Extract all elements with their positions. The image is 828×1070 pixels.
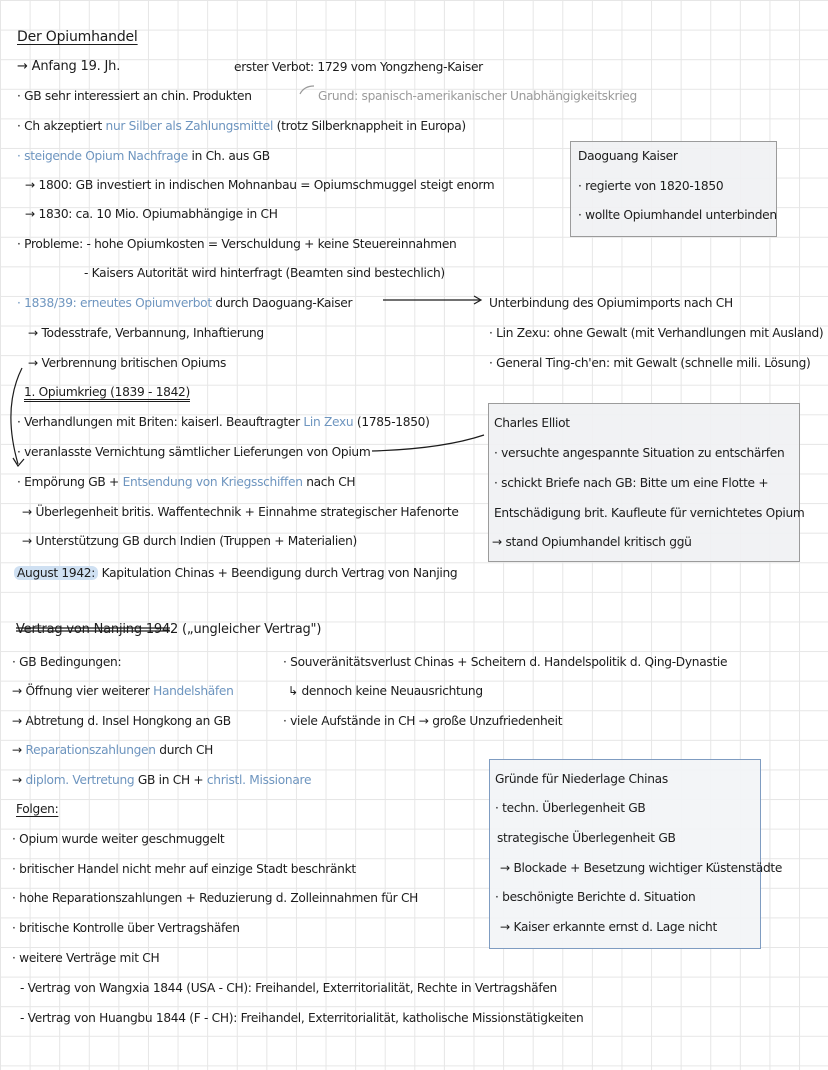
anfang-line: → Anfang 19. Jh. xyxy=(17,59,121,74)
bedingung-4 xyxy=(12,772,311,788)
bedingung-1-pre: → Öffnung vier weiterer xyxy=(12,684,154,698)
vertrag-title-text: Vertrag von Nanjing 1942 xyxy=(16,622,179,637)
elliot-title: Charles Elliot xyxy=(494,416,570,430)
empoerung-line xyxy=(17,474,355,490)
daoguang-title: Daoguang Kaiser xyxy=(578,149,678,163)
todesstrafe-line: → Todesstrafe, Verbannung, Inhaftierung xyxy=(28,326,264,340)
vertrag-subtitle: („ungleicher Vertrag") xyxy=(182,622,322,637)
verbot1838-line xyxy=(17,295,352,311)
gruende-line-1: · techn. Überlegenheit GB xyxy=(495,801,646,815)
daoguang-line-1: · regierte von 1820-1850 xyxy=(578,179,724,193)
verbrennung-line: → Verbrennung britischen Opiums xyxy=(28,356,226,370)
verbot1838-post: durch Daoguang-Kaiser xyxy=(211,296,353,310)
ueberlegenheit-line: → Überlegenheit britis. Waffentechnik + Einnahme strategischer Hafenorte xyxy=(22,505,459,519)
gruende-title: Gründe für Niederlage Chinas xyxy=(495,772,668,786)
bedingung-4-arrow: → xyxy=(12,773,26,787)
verbot1838-blue: · 1838/39: erneutes Opiumverbot xyxy=(17,296,212,310)
aufstaende-line: · viele Aufstände in CH → große Unzufriedenheit xyxy=(283,714,563,728)
folgen-line-6: - Vertrag von Wangxia 1844 (USA - CH): Freihandel, Exterritorialität, Rechte in Vertragshäfen xyxy=(20,981,557,995)
unterbindung-line: Unterbindung des Opiumimports nach CH xyxy=(489,296,733,310)
bedingung-1 xyxy=(12,683,234,699)
august-line xyxy=(14,565,457,581)
bedingung-1-blue: Handelshäfen xyxy=(153,684,234,698)
bedingung-3-arrow: → xyxy=(12,743,26,757)
gruende-line-3: → Blockade + Besetzung wichtiger Küstenstädte xyxy=(500,861,783,875)
vertrag-title xyxy=(16,622,321,638)
folgen-line-4: · britische Kontrolle über Vertragshäfen xyxy=(12,921,240,935)
folgen-line-7: - Vertrag von Huangbu 1844 (F - CH): Freihandel, Exterritorialität, katholische Missionstätigkeiten xyxy=(20,1011,584,1025)
gb-line: · GB sehr interessiert an chin. Produkten xyxy=(17,89,252,103)
steigende-post: in Ch. aus GB xyxy=(187,149,270,163)
folgen-line-5: · weitere Verträge mit CH xyxy=(12,951,160,965)
folgen-line-2: · britischer Handel nicht mehr auf einzige Stadt beschränkt xyxy=(12,862,356,876)
veranlasste-line: · veranlasste Vernichtung sämtlicher Lieferungen von Opium xyxy=(17,445,371,459)
bedingung-3-blue: Reparationszahlungen xyxy=(25,743,156,757)
elliot-line-3: Entschädigung brit. Kaufleute für vernichtetes Opium xyxy=(494,506,805,520)
verhandlungen-lin: Lin Zexu xyxy=(303,415,354,429)
ch-pre: · Ch akzeptiert xyxy=(17,119,106,133)
elliot-line-1: · versuchte angespannte Situation zu entschärfen xyxy=(494,446,785,460)
steigende-line xyxy=(17,148,270,164)
y1800-line: → 1800: GB investiert in indischen Mohnanbau = Opiumschmuggel steigt enorm xyxy=(25,178,495,192)
lin-zexu-line: · Lin Zexu: ohne Gewalt (mit Verhandlungen mit Ausland) xyxy=(489,326,824,340)
bedingung-3-post: durch CH xyxy=(155,743,214,757)
page-title: Der Opiumhandel xyxy=(17,29,138,45)
probleme-line-2: - Kaisers Autorität wird hinterfragt (Beamten sind bestechlich) xyxy=(84,266,445,280)
verhandlungen-pre: · Verhandlungen mit Briten: kaiserl. Beauftragter xyxy=(17,415,304,429)
ch-line xyxy=(17,118,466,134)
bedingung-4-blue-2: christl. Missionare xyxy=(206,773,312,787)
probleme-line: · Probleme: - hohe Opiumkosten = Verschuldung + keine Steuereinnahmen xyxy=(17,237,457,251)
general-line: · General Ting-ch'en: mit Gewalt (schnelle mili. Lösung) xyxy=(489,356,811,370)
folgen-title: Folgen: xyxy=(16,802,59,816)
gruende-line-4: · beschönigte Berichte d. Situation xyxy=(495,890,696,904)
gb-bedingungen: · GB Bedingungen: xyxy=(12,655,122,669)
souveraenitaet-line: · Souveränitätsverlust Chinas + Scheitern d. Handelspolitik d. Qing-Dynastie xyxy=(283,655,728,669)
gruende-line-2: strategische Überlegenheit GB xyxy=(497,831,676,845)
opiumkrieg-title: 1. Opiumkrieg (1839 - 1842) xyxy=(24,385,190,399)
verbot-note: erster Verbot: 1729 vom Yongzheng-Kaiser xyxy=(234,60,483,74)
verhandlungen-post: (1785-1850) xyxy=(353,415,430,429)
folgen-line-1: · Opium wurde weiter geschmuggelt xyxy=(12,832,225,846)
empoerung-post: nach CH xyxy=(302,475,356,489)
unterstuetzung-line: → Unterstützung GB durch Indien (Truppen + Materialien) xyxy=(22,534,357,548)
verhandlungen-line xyxy=(17,414,430,430)
daoguang-line-2: · wollte Opiumhandel unterbinden xyxy=(578,208,777,222)
august-highlight: August 1942: xyxy=(14,566,98,580)
elliot-line-2: · schickt Briefe nach GB: Bitte um eine Flotte + xyxy=(494,476,769,490)
dennoch-line: ↳ dennoch keine Neuausrichtung xyxy=(288,684,483,698)
elliot-line-4: → stand Opiumhandel kritisch ggü xyxy=(492,535,692,549)
grund-note: Grund: spanisch-amerikanischer Unabhängigkeitskrieg xyxy=(318,89,637,103)
bedingung-4-blue: diplom. Vertretung xyxy=(25,773,135,787)
empoerung-pre: · Empörung GB + xyxy=(17,475,123,489)
y1830-line: → 1830: ca. 10 Mio. Opiumabhängige in CH xyxy=(25,207,278,221)
august-post: Kapitulation Chinas + Beendigung durch Vertrag von Nanjing xyxy=(98,566,458,580)
ch-post: (trotz Silberknappheit in Europa) xyxy=(273,119,466,133)
ch-silber: nur Silber als Zahlungsmittel xyxy=(105,119,274,133)
bedingung-4-mid: GB in CH + xyxy=(134,773,207,787)
steigende-blue: · steigende Opium Nachfrage xyxy=(17,149,188,163)
bedingung-3 xyxy=(12,742,213,758)
gruende-line-5: → Kaiser erkannte ernst d. Lage nicht xyxy=(500,920,717,934)
empoerung-blue: Entsendung von Kriegsschiffen xyxy=(122,475,303,489)
folgen-line-3: · hohe Reparationszahlungen + Reduzierung d. Zolleinnahmen für CH xyxy=(12,891,419,905)
bedingung-2: → Abtretung d. Insel Hongkong an GB xyxy=(12,714,231,728)
